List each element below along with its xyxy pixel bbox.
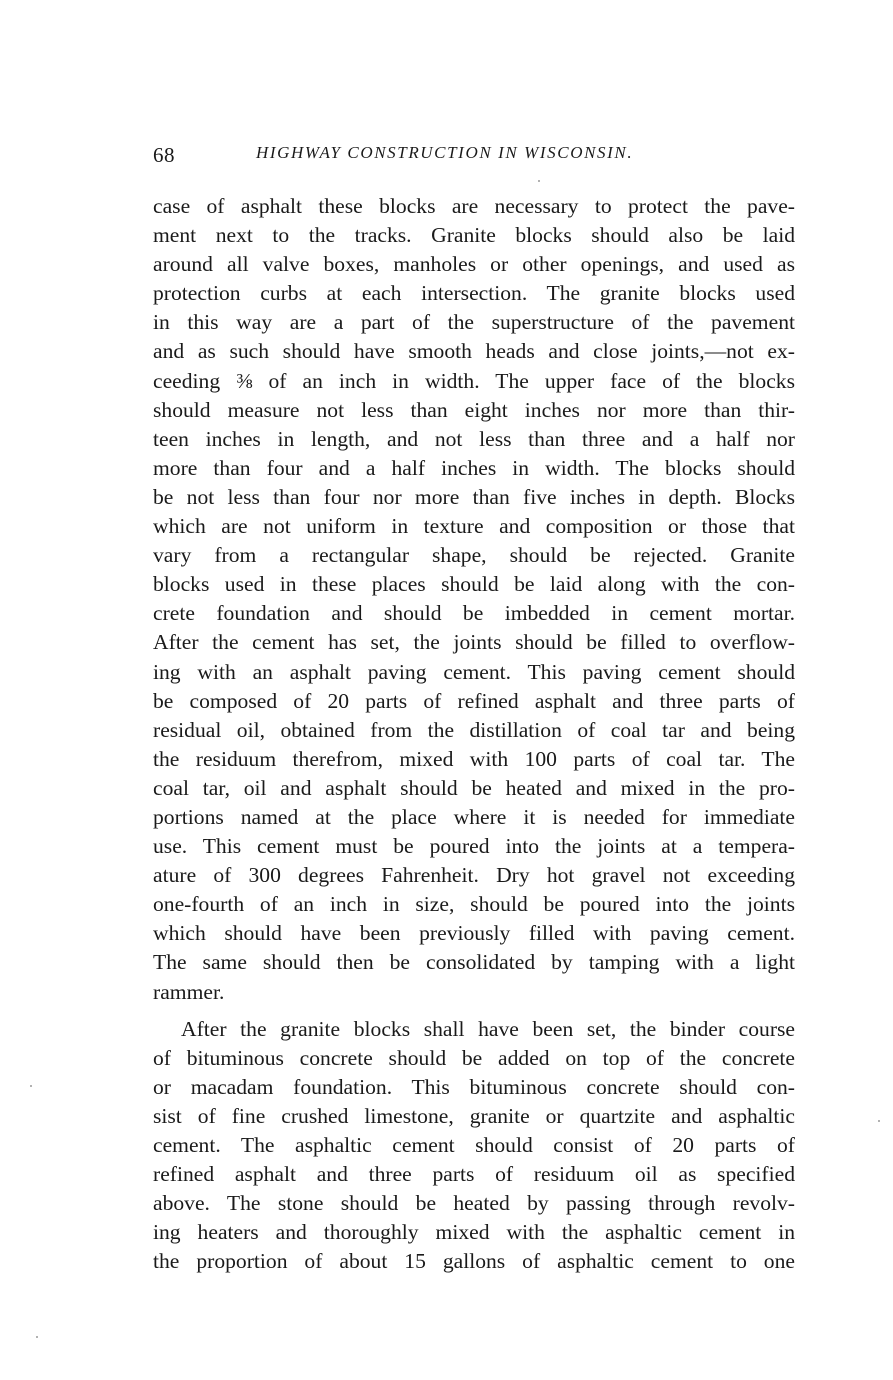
text-line: crete foundation and should be imbedded in cement mortar. [153,601,795,626]
text-line: which are not uniform in texture and composition or those that [153,514,795,539]
paper-speck [878,1120,880,1122]
text-line: which should have been previously filled with paving cement. [153,921,795,946]
running-title: HIGHWAY CONSTRUCTION IN WISCONSIN. [256,143,634,162]
text-line: should measure not less than eight inches nor more than thir- [153,397,795,422]
text-line: around all valve boxes, manholes or other openings, and used as [153,252,795,277]
text-line: blocks used in these places should be laid along with the con- [153,572,795,597]
text-line: The same should then be consolidated by tamping with a light [153,950,795,975]
paper-speck [36,1336,38,1338]
text-line: of bituminous concrete should be added on top of the concrete [153,1045,795,1070]
text-line: be composed of 20 parts of refined asphalt and three parts of [153,688,795,713]
text-line: case of asphalt these blocks are necessary to protect the pave- [153,194,795,218]
paragraph-spacer [153,1007,795,1015]
text-line: ing with an asphalt paving cement. This paving cement should [153,659,795,684]
text-line: above. The stone should be heated by passing through revolv- [153,1191,795,1216]
text-line: ment next to the tracks. Granite blocks should also be laid [153,223,795,248]
text-line: use. This cement must be poured into the joints at a tempera- [153,834,795,859]
text-line: rammer. [153,979,225,1004]
text-line: protection curbs at each intersection. The granite blocks used [153,281,795,306]
paper-speck [30,1085,32,1087]
text-line: After the granite blocks shall have been set, the binder course [181,1016,795,1041]
text-line: cement. The asphaltic cement should consist of 20 parts of [153,1133,795,1157]
text-line: residual oil, obtained from the distillation of coal tar and being [153,717,795,742]
text-line: portions named at the place where it is needed for immediate [153,804,795,829]
text-line: vary from a rectangular shape, should be rejected. Granite [153,543,795,568]
text-line: teen inches in length, and not less than three and a half nor [153,426,795,451]
text-line: ing heaters and thoroughly mixed with the asphaltic cement in [153,1220,795,1245]
text-line: refined asphalt and three parts of residuum oil as specified [153,1162,795,1187]
text-line: the residuum therefrom, mixed with 100 parts of coal tar. The [153,746,795,771]
text-line: After the cement has set, the joints should be filled to overflow- [153,630,795,655]
body-text [153,192,795,1276]
text-line: in this way are a part of the superstructure of the pavement [153,310,795,335]
text-line: coal tar, oil and asphalt should be heated and mixed in the pro- [153,775,795,800]
text-line: ature of 300 degrees Fahrenheit. Dry hot gravel not exceeding [153,863,795,888]
paragraph-2 [153,1015,795,1277]
text-line: sist of fine crushed limestone, granite or quartzite and asphaltic [153,1103,795,1128]
page-number: 68 [153,143,175,167]
text-line: or macadam foundation. This bituminous concrete should con- [153,1074,795,1099]
text-line: the proportion of about 15 gallons of asphaltic cement to one [153,1249,795,1274]
text-line: one-fourth of an inch in size, should be poured into the joints [153,892,795,917]
text-line: be not less than four nor more than five inches in depth. Blocks [153,484,795,509]
text-line: and as such should have smooth heads and close joints,—not ex- [153,339,795,364]
text-line: more than four and a half inches in width. The blocks should [153,455,795,480]
text-line: ceeding ⅜ of an inch in width. The upper face of the blocks [153,368,795,393]
paper-speck [538,180,540,182]
paragraph-1 [153,192,795,1007]
page-header [153,143,793,169]
